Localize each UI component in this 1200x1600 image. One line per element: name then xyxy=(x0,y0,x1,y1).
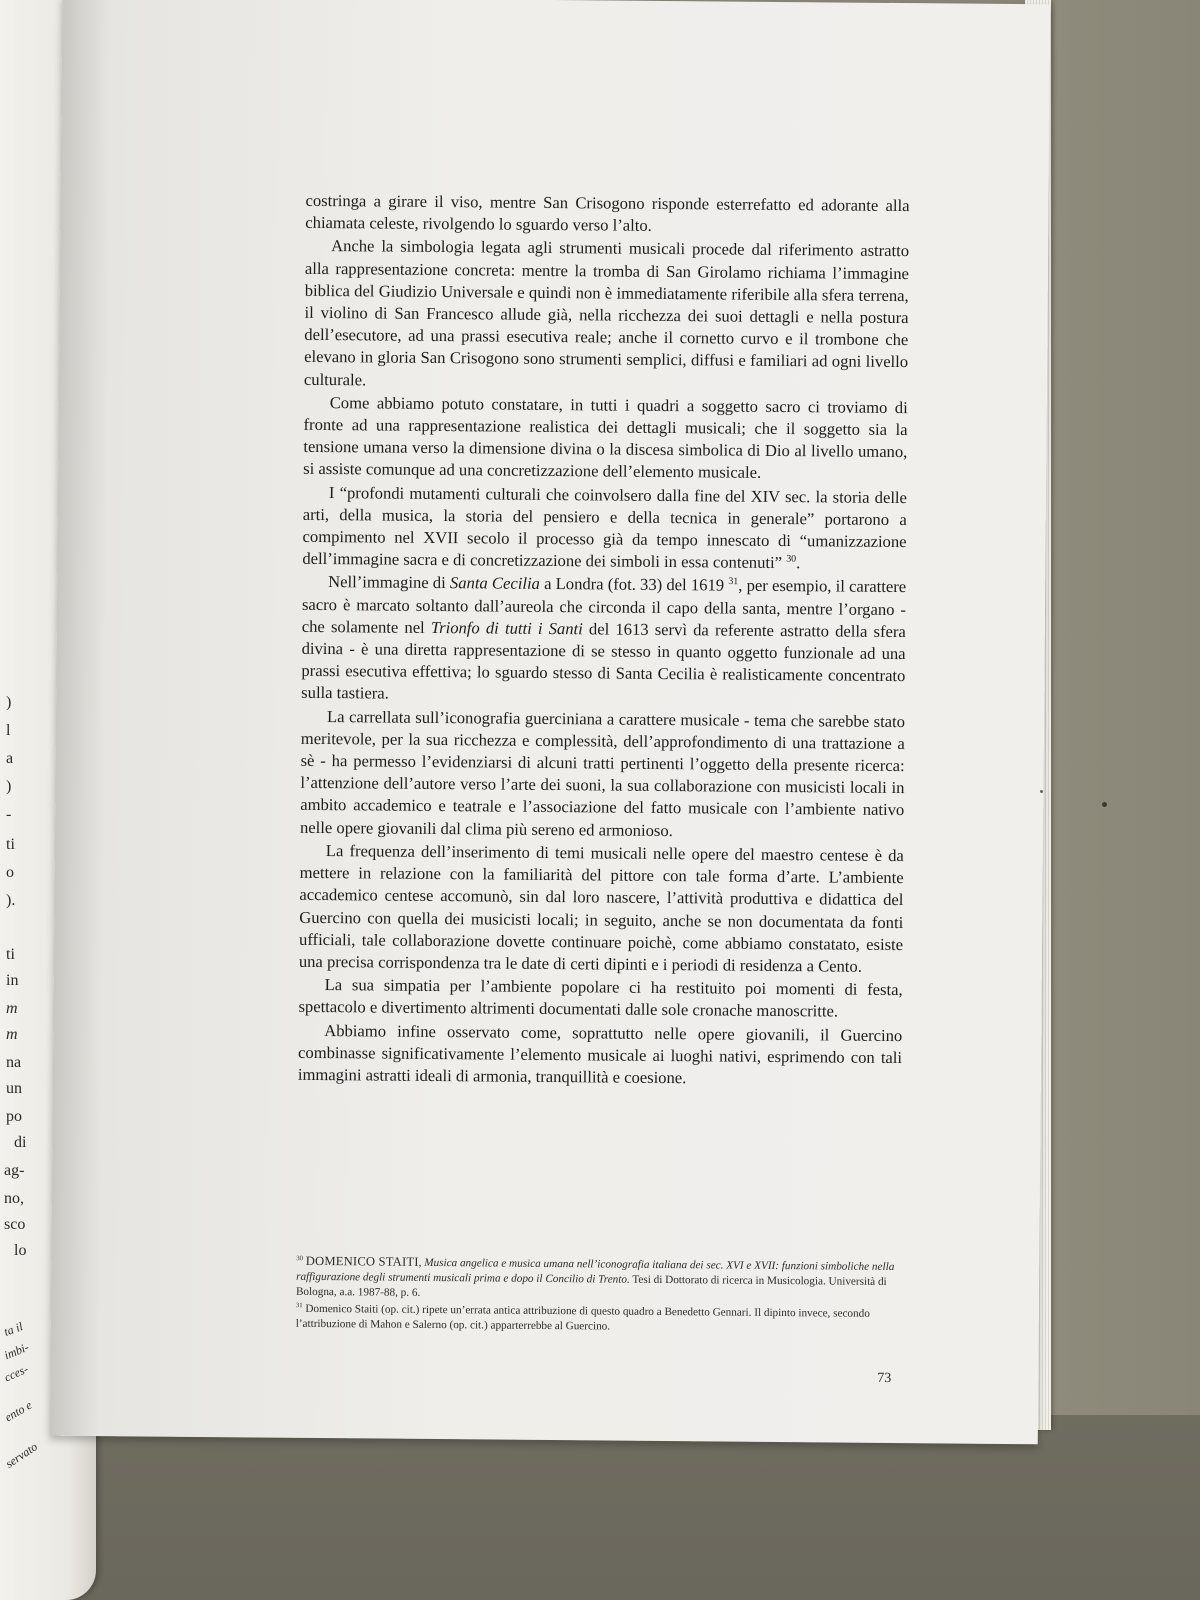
table-surface xyxy=(1050,0,1200,1440)
paragraph-5 xyxy=(301,571,906,709)
left-page-fragment: ) xyxy=(6,694,12,711)
page-number: 73 xyxy=(877,1370,892,1387)
footnote-number: 30 xyxy=(296,1255,304,1263)
footnote-31 xyxy=(296,1302,908,1337)
left-page-fragment: ta il xyxy=(2,1319,25,1339)
left-page-fragment: di xyxy=(14,1134,27,1151)
left-page-fragment: m xyxy=(6,1026,18,1043)
left-page-fragment: ) xyxy=(6,778,12,795)
left-page-fragment: servato xyxy=(2,1439,40,1471)
left-page-fragment: ento e xyxy=(2,1397,35,1425)
paragraph-8: La sua simpatia per l’ambiente popolare ci ha restituito poi momenti di festa, spettacolo e divertimento altrimenti documentati dalle sole cronache manoscritte. xyxy=(298,975,903,1021)
left-page-fragment: ). xyxy=(6,892,16,909)
paragraph-7: La frequenza dell’inserimento di temi musicali nelle opere del maestro centese è da mettere in relazione con la familiarità del pittore con tale forma d’arte. L’ambiente accademico centese accomunò, sin dal loro nascere, l’attività produttiva e didattica del Guercino con quella dei musicisti locali; in seguito, anche se non documentata da fonti ufficiali, tale collaborazione dovette continuare poichè, come abbiamo constatato, esiste una precisa corrispondenza tra le date di certi dipinti e i periodi di residenza a Cento. xyxy=(298,840,904,976)
footnotes xyxy=(296,1254,909,1339)
left-page-fragment: ti xyxy=(6,836,15,853)
paragraph-6: La carrellata sull’iconografia guerciniana a carattere musicale - tema che sarebbe stato meritevole, per la sua ricchezza e complessità, dell’approfondimento di una trattazione a sè - ha permesso l’evidenziarsi di alcuni tratti pertinenti l’oggetto della presente ricerca: l’attenzione dell’autore verso l’arte dei suoni, la sua collaborazione con musicisti locali in ambito accademico e teatrale e l’associazione del fatto musicale con l’ambiente nativo nelle opere giovanili dal clima più sereno ed armonioso. xyxy=(299,706,906,840)
paragraph-4 xyxy=(302,481,907,575)
book-page xyxy=(50,0,1051,1444)
body-text xyxy=(298,190,910,1092)
dust-speck xyxy=(1102,802,1107,807)
paragraph-1: costringa a girare il viso, mentre San Crisogono risponde esterrefatto ed adorante alla chiamata celeste, rivolgendo lo sguardo verso l’alto. xyxy=(305,190,910,236)
paragraph-5-c: , per esempio, il carattere sacro è marcato soltanto dall’aureola che circonda il capo della santa, mentre l’organo - che solamente nel xyxy=(301,576,907,637)
artwork-title-santa-cecilia: Santa Cecilia xyxy=(449,573,540,594)
footnote-text: Domenico Staiti (op. cit.) ripete un’errata antica attribuzione di questo quadro a Benedetto Gennari. Il dipinto invece, secondo l’attribuzione di Mahon e Salerno (op. cit.) apparterrebbe al Guercino. xyxy=(295,1302,870,1333)
footnote-30 xyxy=(296,1254,908,1305)
footnote-number: 31 xyxy=(295,1302,303,1310)
footnote-separator: , xyxy=(418,1256,425,1269)
paragraph-3: Come abbiamo potuto constatare, in tutti i quadri a soggetto sacro ci troviamo di fronte ad una rappresentazione realistica dei dettagli musicali; che il soggetto sia la tensione umana verso la dimensione divina o la discesa simbolica di Dio al livello umano, si assiste comunque ad una concretizzazione dell’elemento musicale. xyxy=(303,392,908,483)
footnote-author: DOMENICO STAITI xyxy=(305,1253,419,1269)
left-page-fragment: no, xyxy=(4,1190,24,1207)
paragraph-2: Anche la simbologia legata agli strumenti musicali procede dal riferimento astratto alla rappresentazione concreta: mentre la tromba di San Girolamo richiama l’immagine biblica del Giudizio Universale e quindi non è immediatamente riferibile alla sfera terrena, il violino di San Francesco allude già, nella ricchezza dei suoi dettagli e nella postura dell’esecutore, ad una prassi esecutiva reale; anche il cornetto curvo e il trombone che elevano in gloria San Crisogono sono strumenti semplici, diffusi e familiari ad ogni livello culturale. xyxy=(303,236,910,390)
footnote-title: Musica angelica e musica umana nell’iconografia italiana dei sec. XVI e XVII: funzioni simboliche nella raffigurazione degli strumenti musicali prima e dopo il Concilio di Trento. xyxy=(296,1256,895,1286)
footnote-ref-31: 31 xyxy=(728,576,739,588)
left-page-fragment: un xyxy=(6,1080,22,1097)
left-page-fragment: lo xyxy=(14,1242,27,1259)
left-page-fragment: in xyxy=(6,972,19,989)
left-page-fragment: imbi- xyxy=(2,1339,31,1363)
left-page-fragment: o xyxy=(6,864,14,881)
left-page-fragment: na xyxy=(6,1054,22,1071)
left-page-fragment: ag- xyxy=(4,1162,25,1179)
footnote-rest: Tesi di Dottorato di ricerca in Musicologia. Università di Bologna, a.a. 1987-88, p. 6. xyxy=(295,1273,887,1299)
paragraph-4-tail: . xyxy=(796,553,801,573)
paragraph-9: Abbiamo infine osservato come, soprattutto nelle opere giovanili, il Guercino combinasse significativamente l’elemento musicale ai luoghi nativi, esprimendo con tali immagini astratti ideali di armonia, tranquillità e coesione. xyxy=(297,1020,903,1088)
left-page-fragment: l xyxy=(6,722,11,739)
left-page-fragment: sco xyxy=(4,1216,26,1233)
left-page-fragment: cces- xyxy=(2,1361,31,1385)
paragraph-5-d: del 1613 servì da referente astratto della sfera divina - è una diretta rappresentazione di se stesso in quanto oggetto funzionale ad una prassi esecutiva effettiva; lo sguardo stesso di Santa Cecilia è realisticamente concentrato sulla tastiera. xyxy=(301,619,906,704)
paragraph-5-a: Nell’immagine di xyxy=(328,572,451,593)
left-page-fragment: a xyxy=(6,750,14,767)
left-page-fragment: - xyxy=(6,806,12,823)
dust-speck xyxy=(1040,790,1043,793)
paragraph-4-text: I “profondi mutamenti culturali che coinvolsero dalla fine del XIV sec. la storia delle arti, della musica, la storia del pensiero e della tecnica in generale” portarono a compimento nel XVII secolo il processo già da tempo innescato di “umanizzazione dell’immagine sacra e di concretizzazione dei simboli in essa contenuti” xyxy=(302,482,908,573)
left-page-fragment: ti xyxy=(6,946,15,963)
left-page-fragment: m xyxy=(6,1000,18,1017)
artwork-title-trionfo: Trionfo di tutti i Santi xyxy=(430,617,583,639)
left-page-fragment: po xyxy=(6,1108,22,1125)
footnote-ref-30: 30 xyxy=(786,553,797,565)
paragraph-5-b: a Londra (fot. 33) del 1619 xyxy=(539,574,725,595)
